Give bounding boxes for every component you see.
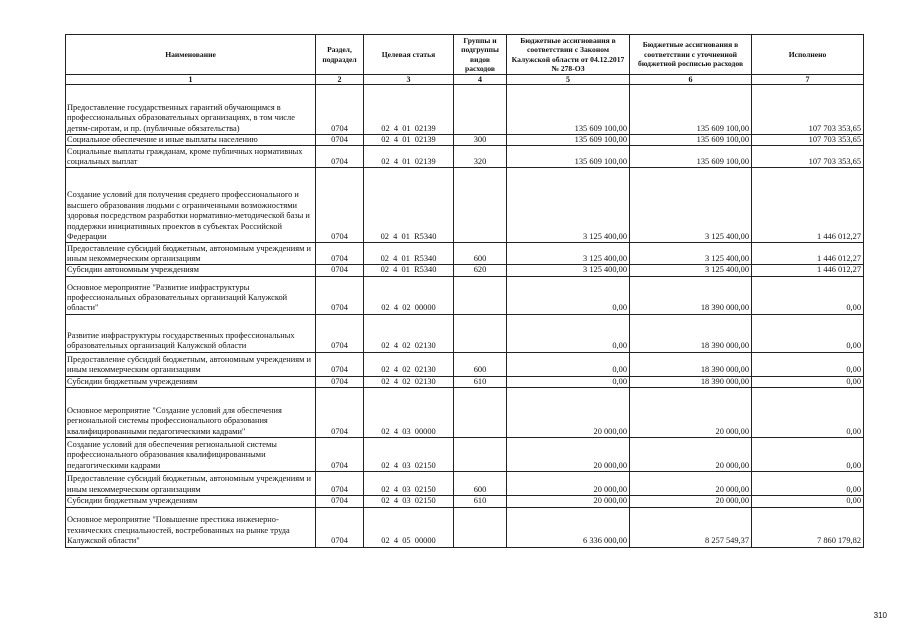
target-article-part: 02	[380, 232, 389, 241]
target-article-part: 02	[380, 265, 389, 275]
table-row	[66, 135, 864, 146]
row-section: 0704	[316, 352, 364, 376]
target-article-part: 03	[402, 496, 411, 506]
target-article-part: 02	[402, 303, 411, 313]
row-name: Предоставление государственных гарантий обучающимся в профессиональных образовательных организациях, в том числе детям-сиротам, и пр. (публичные обязательства)	[66, 85, 316, 135]
row-target-article	[364, 472, 454, 496]
row-refined-allocation: 3 125 400,00	[630, 265, 752, 276]
row-refined-allocation: 20 000,00	[630, 472, 752, 496]
table-row	[66, 438, 864, 472]
row-law-allocation: 3 125 400,00	[507, 168, 630, 243]
target-article-part: 4	[393, 496, 399, 506]
row-law-allocation: 20 000,00	[507, 496, 630, 507]
row-target-article	[364, 243, 454, 265]
target-article-part: R5340	[414, 265, 437, 275]
row-law-allocation: 135 609 100,00	[507, 85, 630, 135]
table-row	[66, 265, 864, 276]
row-expense-group: 600	[454, 243, 507, 265]
target-article-part: 02	[381, 123, 390, 133]
column-number: 5	[507, 75, 630, 85]
row-name: Предоставление субсидий бюджетным, автономным учреждениям и иным некоммерческим организациям	[66, 352, 316, 376]
header-name: Наименование	[66, 35, 316, 75]
target-article-part: 4	[393, 484, 399, 494]
row-refined-allocation: 20 000,00	[630, 496, 752, 507]
target-article-part: 02139	[414, 157, 436, 166]
row-law-allocation: 20 000,00	[507, 388, 630, 438]
page-number: 310	[873, 611, 887, 620]
row-expense-group: 610	[454, 376, 507, 387]
row-law-allocation: 6 336 000,00	[507, 507, 630, 547]
target-article-part: 02	[381, 536, 390, 546]
target-article-part: 01	[402, 123, 411, 133]
row-name: Создание условий для обеспечения региональной системы профессионального образования квалифицированными педагогическими кадрами	[66, 438, 316, 472]
target-article-part: 4	[393, 123, 399, 133]
row-refined-allocation: 20 000,00	[630, 388, 752, 438]
row-refined-allocation: 135 609 100,00	[630, 85, 752, 135]
target-article-part: 00000	[414, 303, 436, 313]
row-executed: 7 860 179,82	[752, 507, 864, 547]
row-name: Предоставление субсидий бюджетным, автономным учреждениям и иным некоммерческим организациям	[66, 472, 316, 496]
target-article-part: 02	[381, 303, 390, 313]
row-section: 0704	[316, 276, 364, 314]
row-target-article	[364, 507, 454, 547]
target-article-part: 02139	[414, 135, 436, 144]
row-target-article	[364, 168, 454, 243]
column-number: 7	[752, 75, 864, 85]
target-article-part: 03	[402, 460, 411, 470]
target-article-part: 02150	[414, 496, 436, 506]
row-expense-group: 600	[454, 352, 507, 376]
row-name: Создание условий для получения среднего профессионального и высшего образования людьми с ограниченными возможностями здоровья посредством разработки нормативно-методической базы и поддержки инициативных проектов в субъектах Российской Федерации	[66, 168, 316, 243]
budget-table-sheet	[65, 34, 863, 548]
row-section: 0704	[316, 85, 364, 135]
target-article-part: 4	[393, 460, 399, 470]
row-section: 0704	[316, 496, 364, 507]
target-article-part: 02	[381, 496, 390, 506]
row-name: Социальное обеспечение и иные выплаты населению	[66, 135, 316, 146]
row-law-allocation: 0,00	[507, 314, 630, 352]
row-name: Основное мероприятие "Развитие инфраструктуры профессиональных образовательных организаций Калужской области"	[66, 276, 316, 314]
target-article-part: 02130	[414, 341, 436, 351]
target-article-part: 4	[393, 536, 399, 546]
budget-table	[65, 34, 864, 548]
target-article-part: 02	[381, 341, 390, 351]
row-section: 0704	[316, 388, 364, 438]
target-article-part: 01	[401, 254, 410, 263]
target-article-part: R5340	[414, 232, 437, 241]
row-refined-allocation: 135 609 100,00	[630, 146, 752, 168]
target-article-part: 00000	[414, 536, 436, 546]
row-refined-allocation: 3 125 400,00	[630, 168, 752, 243]
row-executed: 1 446 012,27	[752, 168, 864, 243]
target-article-part: 02	[402, 365, 411, 375]
row-section: 0704	[316, 507, 364, 547]
column-number: 3	[364, 75, 454, 85]
target-article-part: 02150	[414, 484, 436, 494]
header-law-allocation: Бюджетные ассигнования в соответствии с Законом Калужской области от 04.12.2017 № 278-ОЗ	[507, 35, 630, 75]
target-article-part: 00000	[414, 426, 436, 436]
row-expense-group	[454, 85, 507, 135]
row-target-article	[364, 265, 454, 276]
table-row	[66, 496, 864, 507]
row-name: Основное мероприятие "Создание условий для обеспечения региональной системы профессионального образования квалифицированными педагогическими кадрами"	[66, 388, 316, 438]
table-row	[66, 146, 864, 168]
row-name: Развитие инфраструктуры государственных профессиональных образовательных организаций Калужской области	[66, 314, 316, 352]
row-name: Предоставление субсидий бюджетным, автономным учреждениям и иным некоммерческим организациям	[66, 243, 316, 265]
row-executed: 0,00	[752, 314, 864, 352]
target-article-part: 4	[393, 341, 399, 351]
row-refined-allocation: 18 390 000,00	[630, 352, 752, 376]
table-row	[66, 376, 864, 387]
row-executed: 1 446 012,27	[752, 243, 864, 265]
row-section: 0704	[316, 438, 364, 472]
table-row	[66, 352, 864, 376]
row-executed: 0,00	[752, 276, 864, 314]
row-law-allocation: 3 125 400,00	[507, 243, 630, 265]
target-article-part: 4	[393, 157, 399, 166]
row-expense-group	[454, 276, 507, 314]
row-law-allocation: 0,00	[507, 276, 630, 314]
column-number: 1	[66, 75, 316, 85]
table-body	[66, 85, 864, 548]
row-target-article	[364, 352, 454, 376]
row-executed: 107 703 353,65	[752, 135, 864, 146]
header-target-article: Целевая статья	[364, 35, 454, 75]
table-row	[66, 243, 864, 265]
row-section: 0704	[316, 243, 364, 265]
row-executed: 0,00	[752, 496, 864, 507]
target-article-part: 4	[393, 135, 399, 144]
target-article-part: 01	[402, 157, 411, 166]
row-expense-group: 600	[454, 472, 507, 496]
target-article-part: 4	[393, 303, 399, 313]
row-name: Основное мероприятие "Повышение престижа инженерно-технических специальностей, востребованных на рынке труда Калужской области"	[66, 507, 316, 547]
target-article-part: 02130	[414, 376, 436, 386]
row-target-article	[364, 496, 454, 507]
target-article-part: 4	[393, 365, 399, 375]
row-executed: 1 446 012,27	[752, 265, 864, 276]
target-article-part: 02130	[414, 365, 436, 375]
row-expense-group	[454, 507, 507, 547]
target-article-part: 02	[381, 426, 390, 436]
column-number: 2	[316, 75, 364, 85]
row-section: 0704	[316, 265, 364, 276]
row-law-allocation: 0,00	[507, 352, 630, 376]
target-article-part: 03	[402, 484, 411, 494]
row-law-allocation: 135 609 100,00	[507, 146, 630, 168]
row-refined-allocation: 18 390 000,00	[630, 376, 752, 387]
row-section: 0704	[316, 146, 364, 168]
target-article-part: 02	[381, 157, 390, 166]
header-executed: Исполнено	[752, 35, 864, 75]
row-law-allocation: 0,00	[507, 376, 630, 387]
target-article-part: 4	[393, 232, 398, 241]
target-article-part: 02	[381, 135, 390, 144]
target-article-part: 01	[401, 232, 410, 241]
target-article-part: 02	[381, 484, 390, 494]
target-article-part: 01	[402, 135, 411, 144]
table-row	[66, 472, 864, 496]
row-expense-group	[454, 314, 507, 352]
row-executed: 0,00	[752, 472, 864, 496]
table-row	[66, 388, 864, 438]
table-row	[66, 85, 864, 135]
row-executed: 0,00	[752, 352, 864, 376]
row-target-article	[364, 314, 454, 352]
table-header-row	[66, 35, 864, 75]
row-target-article	[364, 276, 454, 314]
row-law-allocation: 20 000,00	[507, 438, 630, 472]
row-section: 0704	[316, 168, 364, 243]
column-number: 6	[630, 75, 752, 85]
row-refined-allocation: 135 609 100,00	[630, 135, 752, 146]
table-row	[66, 276, 864, 314]
row-section: 0704	[316, 314, 364, 352]
target-article-part: 02	[381, 365, 390, 375]
row-name: Субсидии бюджетным учреждениям	[66, 496, 316, 507]
row-target-article	[364, 438, 454, 472]
target-article-part: 02	[380, 254, 389, 263]
row-refined-allocation: 20 000,00	[630, 438, 752, 472]
row-expense-group	[454, 388, 507, 438]
target-article-part: 02	[381, 376, 390, 386]
table-row	[66, 507, 864, 547]
target-article-part: 4	[393, 376, 399, 386]
header-refined-allocation: Бюджетные ассигнования в соответствии с уточненной бюджетной росписью расходов	[630, 35, 752, 75]
target-article-part: 02	[402, 376, 411, 386]
target-article-part: 4	[393, 265, 398, 275]
target-article-part: 02	[381, 460, 390, 470]
target-article-part: 4	[393, 426, 399, 436]
row-refined-allocation: 8 257 549,37	[630, 507, 752, 547]
header-section: Раздел, подраздел	[316, 35, 364, 75]
row-law-allocation: 3 125 400,00	[507, 265, 630, 276]
row-section: 0704	[316, 135, 364, 146]
row-executed: 0,00	[752, 376, 864, 387]
column-number-row	[66, 75, 864, 85]
row-refined-allocation: 3 125 400,00	[630, 243, 752, 265]
row-executed: 107 703 353,65	[752, 146, 864, 168]
header-expense-group: Группы и подгруппы видов расходов	[454, 35, 507, 75]
row-refined-allocation: 18 390 000,00	[630, 276, 752, 314]
row-name: Субсидии автономным учреждениям	[66, 265, 316, 276]
row-target-article	[364, 376, 454, 387]
row-section: 0704	[316, 472, 364, 496]
row-executed: 0,00	[752, 388, 864, 438]
row-expense-group: 320	[454, 146, 507, 168]
row-target-article	[364, 85, 454, 135]
row-target-article	[364, 135, 454, 146]
row-expense-group	[454, 168, 507, 243]
target-article-part: 05	[402, 536, 411, 546]
column-number: 4	[454, 75, 507, 85]
row-executed: 107 703 353,65	[752, 85, 864, 135]
target-article-part: 02139	[414, 123, 436, 133]
target-article-part: 02	[402, 341, 411, 351]
row-target-article	[364, 146, 454, 168]
row-name: Социальные выплаты гражданам, кроме публичных нормативных социальных выплат	[66, 146, 316, 168]
table-row	[66, 168, 864, 243]
row-target-article	[364, 388, 454, 438]
target-article-part: 02150	[414, 460, 436, 470]
row-executed: 0,00	[752, 438, 864, 472]
row-refined-allocation: 18 390 000,00	[630, 314, 752, 352]
row-expense-group: 620	[454, 265, 507, 276]
table-row	[66, 314, 864, 352]
row-expense-group	[454, 438, 507, 472]
row-expense-group: 610	[454, 496, 507, 507]
row-expense-group: 300	[454, 135, 507, 146]
target-article-part: 4	[393, 254, 398, 263]
target-article-part: R5340	[414, 254, 437, 263]
row-law-allocation: 20 000,00	[507, 472, 630, 496]
target-article-part: 03	[402, 426, 411, 436]
row-name: Субсидии бюджетным учреждениям	[66, 376, 316, 387]
row-law-allocation: 135 609 100,00	[507, 135, 630, 146]
row-section: 0704	[316, 376, 364, 387]
target-article-part: 01	[401, 265, 410, 275]
